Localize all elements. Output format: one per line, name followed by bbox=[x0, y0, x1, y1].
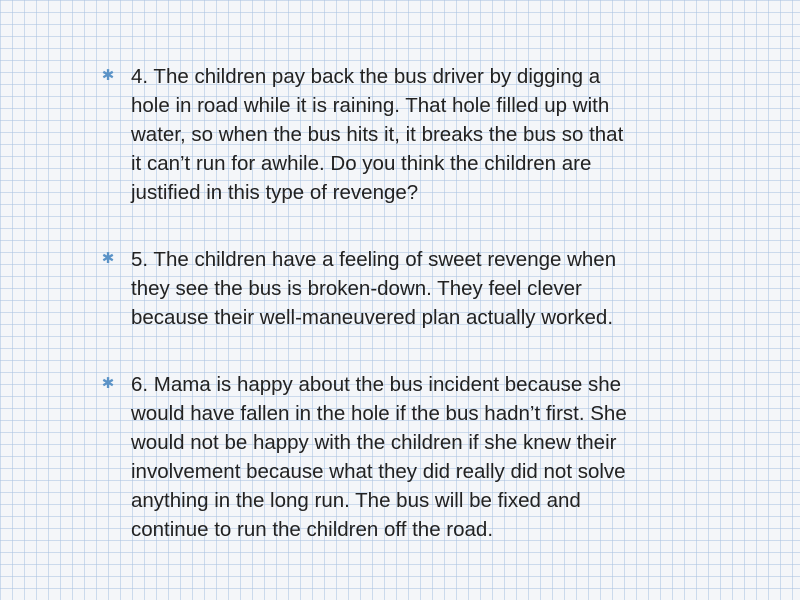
asterisk-bullet-icon: ✱ bbox=[101, 249, 115, 267]
bullet-text: 5. The children have a feeling of sweet revenge when they see the bus is broken-down. They feel clever because their well-maneuvered plan actually worked. bbox=[131, 248, 617, 329]
bullet-text: 6. Mama is happy about the bus incident because she would have fallen in the hole if the bus hadn’t first. She would not be happy with the children if she knew their involvement because what they did really did not solve anything in the long run. The bus will be fixed and continue to run the children off the road. bbox=[131, 373, 627, 541]
asterisk-bullet-icon: ✱ bbox=[101, 374, 115, 392]
asterisk-bullet-icon: ✱ bbox=[101, 66, 115, 84]
bullet-text: 4. The children pay back the bus driver by digging a hole in road while it is raining. That hole filled up with water, so when the bus hits it, it breaks the bus so that it can’t run for awhile. Do you think the children are justified in this type of revenge? bbox=[131, 65, 624, 204]
